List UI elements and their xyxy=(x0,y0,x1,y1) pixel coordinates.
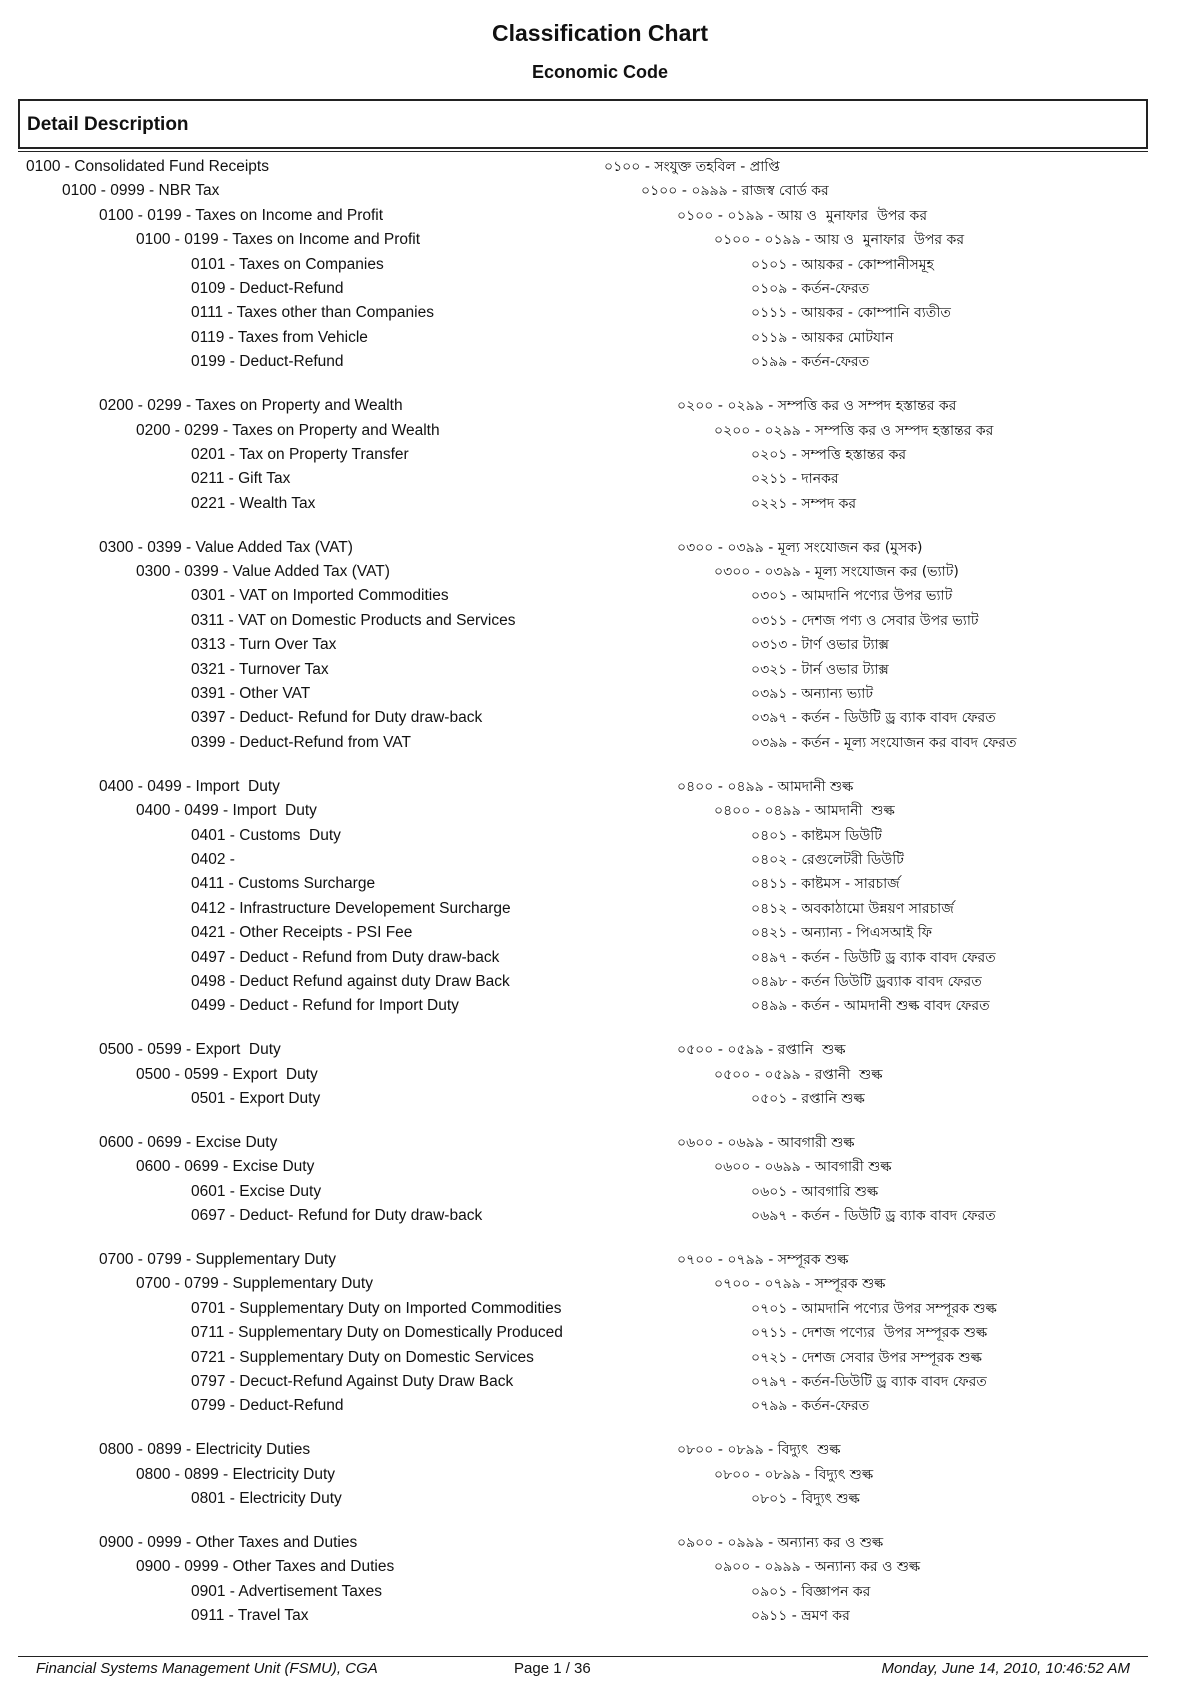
code-row-bangla: ০৯০০ - ০৯৯৯ - অন্যান্য কর ও শুল্ক xyxy=(714,1559,921,1576)
code-row-bangla: ০৭০০ - ০৭৯৯ - সম্পূরক শুল্ক xyxy=(714,1276,886,1293)
code-row-bangla: ০৩১১ - দেশজ পণ্য ও সেবার উপর ভ্যাট xyxy=(751,612,979,629)
detail-description-header xyxy=(18,99,1148,149)
code-row-bangla: ০৭০০ - ০৭৯৯ - সম্পূরক শুল্ক xyxy=(677,1252,849,1268)
code-row-english: 0500 - 0599 - Export Duty xyxy=(136,1065,318,1083)
code-row-english: 0700 - 0799 - Supplementary Duty xyxy=(136,1275,373,1293)
code-row-bangla: ০৭১১ - দেশজ পণ্যের উপর সম্পূরক শুল্ক xyxy=(751,1325,988,1342)
code-row-bangla: ০৪০২ - রেগুলেটরী ডিউটি xyxy=(751,851,904,868)
code-row-english: 0800 - 0899 - Electricity Duty xyxy=(136,1465,336,1483)
code-row-bangla: ০৯০১ - বিজ্ঞাপন কর xyxy=(751,1583,871,1600)
code-row-bangla: ০৮০০ - ০৮৯৯ - বিদ্যুৎ শুল্ক xyxy=(677,1442,841,1459)
code-row-english: 0200 - 0299 - Taxes on Property and Wealth xyxy=(99,397,403,415)
code-row-bangla: ০১১১ - আয়কর - কোম্পানি ব্যতীত xyxy=(751,305,951,322)
code-row-bangla: ০৩৯৭ - কর্তন - ডিউটি ড্র ব্যাক বাবদ ফেরত xyxy=(751,710,996,727)
code-row-english: 0801 - Electricity Duty xyxy=(191,1490,342,1508)
code-row-english: 0101 - Taxes on Companies xyxy=(191,255,384,273)
code-row-bangla: ০৩২১ - টার্ন ওভার ট্যাক্স xyxy=(751,661,889,678)
code-row-english: 0200 - 0299 - Taxes on Property and Wealth xyxy=(136,421,440,439)
code-row-bangla: ০২১১ - দানকর xyxy=(751,471,839,488)
code-row-english: 0401 - Customs Duty xyxy=(191,826,341,844)
code-row-english: 0412 - Infrastructure Developement Surcharge xyxy=(191,899,511,917)
code-row-bangla: ০৪০১ - কাষ্টমস ডিউটি xyxy=(751,827,882,844)
code-row-english: 0411 - Customs Surcharge xyxy=(191,875,376,893)
code-row-bangla: ০১০০ - ০১৯৯ - আয় ও মুনাফার উপর কর xyxy=(714,232,965,249)
code-row-english: 0421 - Other Receipts - PSI Fee xyxy=(191,924,413,942)
code-row-english: 0797 - Decuct-Refund Against Duty Draw Back xyxy=(191,1373,514,1390)
code-row-bangla: ০৭২১ - দেশজ সেবার উপর সম্পূরক শুল্ক xyxy=(751,1349,982,1366)
code-row-bangla: ০১০১ - আয়কর - কোম্পানীসমূহ xyxy=(751,256,934,273)
code-row-bangla: ০৪১১ - কাষ্টমস - সারচার্জ xyxy=(751,876,900,893)
code-row-bangla: ০১১৯ - আয়কর মোটযান xyxy=(751,329,894,346)
code-row-english: 0721 - Supplementary Duty on Domestic Services xyxy=(191,1348,534,1366)
code-row-bangla: ০৭৯৭ - কর্তন-ডিউটি ড্র ব্যাক বাবদ ফেরত xyxy=(751,1374,987,1390)
code-row-bangla: ০২০১ - সম্পত্তি হস্তান্তর কর xyxy=(751,446,907,463)
code-row-english: 0199 - Deduct-Refund xyxy=(191,353,344,371)
code-row-bangla: ০৫০১ - রপ্তানি শুল্ক xyxy=(751,1091,865,1107)
code-row-english: 0601 - Excise Duty xyxy=(191,1182,322,1200)
code-row-english: 0109 - Deduct-Refund xyxy=(191,280,344,297)
code-row-bangla: ০৫০০ - ০৫৯৯ - রপ্তানী শুল্ক xyxy=(714,1066,883,1083)
code-row-english: 0600 - 0699 - Excise Duty xyxy=(136,1158,315,1176)
code-row-english: 0402 - xyxy=(191,850,235,868)
code-row-bangla: ০২০০ - ০২৯৯ - সম্পত্তি কর ও সম্পদ হস্তান্তর কর xyxy=(677,398,957,415)
code-row-bangla: ০৯১১ - ভ্রমণ কর xyxy=(751,1608,850,1625)
footer-page-number: Page 1 / 36 xyxy=(514,1660,591,1677)
code-row-bangla: ০৪৯৭ - কর্তন - ডিউটি ড্র ব্যাক বাবদ ফেরত xyxy=(751,949,996,966)
code-row-english: 0900 - 0999 - Other Taxes and Duties xyxy=(136,1558,395,1576)
code-row-english: 0100 - 0199 - Taxes on Income and Profit xyxy=(99,206,384,224)
code-row-bangla: ০৩০০ - ০৩৯৯ - মূল্য সংযোজন কর (মুসক) xyxy=(677,539,923,556)
code-row-english: 0313 - Turn Over Tax xyxy=(191,636,337,654)
code-row-english: 0911 - Travel Tax xyxy=(191,1607,309,1625)
code-row-english: 0300 - 0399 - Value Added Tax (VAT) xyxy=(99,538,353,556)
code-row-english: 0498 - Deduct Refund against duty Draw Back xyxy=(191,972,510,990)
code-row-bangla: ০৪০০ - ০৪৯৯ - আমদানী শুল্ক xyxy=(714,803,895,820)
code-row-english: 0400 - 0499 - Import Duty xyxy=(99,777,280,795)
code-row-english: 0800 - 0899 - Electricity Duties xyxy=(99,1441,311,1459)
code-row-english: 0100 - 0199 - Taxes on Income and Profit xyxy=(136,231,421,249)
page-subtitle: Economic Code xyxy=(531,62,669,82)
code-row-bangla: ০১০০ - ০৯৯৯ - রাজস্ব বোর্ড কর xyxy=(641,183,829,200)
code-row-english: 0391 - Other VAT xyxy=(191,685,311,702)
code-row-bangla: ০৩০১ - আমদানি পণ্যের উপর ভ্যাট xyxy=(751,588,953,605)
code-row-english: 0221 - Wealth Tax xyxy=(191,494,316,512)
code-row-english: 0600 - 0699 - Excise Duty xyxy=(99,1133,278,1151)
code-row-english: 0497 - Deduct - Refund from Duty draw-back xyxy=(191,948,500,966)
code-row-bangla: ০৮০১ - বিদ্যুৎ শুল্ক xyxy=(751,1491,860,1508)
code-row-english: 0397 - Deduct- Refund for Duty draw-back xyxy=(191,709,483,727)
code-row-english: 0301 - VAT on Imported Commodities xyxy=(191,587,449,605)
code-row-bangla: ০৬০০ - ০৬৯৯ - আবগারী শুল্ক xyxy=(677,1134,855,1151)
code-row-english: 0500 - 0599 - Export Duty xyxy=(99,1041,281,1059)
code-row-bangla: ০৪৯৯ - কর্তন - আমদানী শুল্ক বাবদ ফেরত xyxy=(751,998,990,1015)
code-row-english: 0100 - 0999 - NBR Tax xyxy=(62,182,220,200)
code-row-bangla: ০৪৯৮ - কর্তন ডিউটি ড্রব্যাক বাবদ ফেরত xyxy=(751,973,982,990)
code-row-bangla: ০৫০০ - ০৫৯৯ - রপ্তানি শুল্ক xyxy=(677,1042,846,1059)
footer-organization: Financial Systems Management Unit (FSMU), CGA xyxy=(36,1660,378,1677)
code-row-bangla: ০৩৯৯ - কর্তন - মূল্য সংযোজন কর বাবদ ফেরত xyxy=(751,734,1017,751)
code-row-english: 0501 - Export Duty xyxy=(191,1090,321,1107)
code-row-bangla: ০৭৯৯ - কর্তন-ফেরত xyxy=(751,1398,870,1415)
code-row-english: 0701 - Supplementary Duty on Imported Commodities xyxy=(191,1299,562,1317)
code-row-bangla: ০৭০১ - আমদানি পণ্যের উপর সম্পূরক শুল্ক xyxy=(751,1300,997,1317)
code-row-bangla: ০৪০০ - ০৪৯৯ - আমদানী শুল্ক xyxy=(677,778,854,795)
page-title: Classification Chart xyxy=(492,20,708,46)
code-row-english: 0799 - Deduct-Refund xyxy=(191,1397,344,1415)
code-row-bangla: ০৩৯১ - অন্যান্য ভ্যাট xyxy=(751,686,873,702)
code-row-english: 0311 - VAT on Domestic Products and Services xyxy=(191,611,516,629)
code-row-english: 0700 - 0799 - Supplementary Duty xyxy=(99,1251,336,1268)
code-row-english: 0711 - Supplementary Duty on Domestically Produced xyxy=(191,1324,563,1342)
code-row-english: 0119 - Taxes from Vehicle xyxy=(191,328,368,346)
code-row-bangla: ০৬৯৭ - কর্তন - ডিউটি ড্র ব্যাক বাবদ ফেরত xyxy=(751,1208,996,1225)
code-row-bangla: ০১০০ - ০১৯৯ - আয় ও মুনাফার উপর কর xyxy=(677,207,928,224)
code-row-english: 0211 - Gift Tax xyxy=(191,470,291,488)
code-row-bangla: ০৬০০ - ০৬৯৯ - আবগারী শুল্ক xyxy=(714,1159,892,1176)
code-row-bangla: ০৮০০ - ০৮৯৯ - বিদ্যুৎ শুল্ক xyxy=(714,1466,874,1483)
code-row-bangla: ০৬০১ - আবগারি শুল্ক xyxy=(751,1183,879,1200)
code-row-bangla: ০৩০০ - ০৩৯৯ - মূল্য সংযোজন কর (ভ্যাট) xyxy=(714,564,959,580)
code-row-english: 0321 - Turnover Tax xyxy=(191,660,329,678)
code-row-english: 0697 - Deduct- Refund for Duty draw-back xyxy=(191,1207,483,1225)
code-row-bangla: ০১০০ - সংযুক্ত তহবিল - প্রাপ্তি xyxy=(604,159,780,175)
code-row-bangla: ০৪১২ - অবকাঠামো উন্নয়ণ সারচার্জ xyxy=(751,900,954,917)
code-row-english: 0399 - Deduct-Refund from VAT xyxy=(191,733,411,751)
code-row-bangla: ০১৯৯ - কর্তন-ফেরত xyxy=(751,354,870,371)
code-row-english: 0300 - 0399 - Value Added Tax (VAT) xyxy=(136,563,390,580)
detail-description-label: Detail Description xyxy=(27,114,189,135)
code-row-english: 0900 - 0999 - Other Taxes and Duties xyxy=(99,1534,358,1551)
code-row-bangla: ০৯০০ - ০৯৯৯ - অন্যান্য কর ও শুল্ক xyxy=(677,1535,884,1551)
code-row-english: 0901 - Advertisement Taxes xyxy=(191,1582,382,1600)
code-row-bangla: ০২০০ - ০২৯৯ - সম্পত্তি কর ও সম্পদ হস্তান্তর কর xyxy=(714,422,994,439)
code-row-english: 0111 - Taxes other than Companies xyxy=(191,304,434,322)
code-row-bangla: ০২২১ - সম্পদ কর xyxy=(751,495,857,512)
code-row-bangla: ০৪২১ - অন্যান্য - পিএসআই ফি xyxy=(751,925,933,942)
code-row-bangla: ০১০৯ - কর্তন-ফেরত xyxy=(751,281,870,297)
code-row-english: 0400 - 0499 - Import Duty xyxy=(136,802,317,820)
code-row-english: 0201 - Tax on Property Transfer xyxy=(191,445,409,463)
code-row-english: 0499 - Deduct - Refund for Import Duty xyxy=(191,997,459,1015)
footer-divider xyxy=(18,1656,1148,1657)
footer-timestamp: Monday, June 14, 2010, 10:46:52 AM xyxy=(881,1660,1130,1677)
code-row-english: 0100 - Consolidated Fund Receipts xyxy=(26,158,269,175)
code-row-bangla: ০৩১৩ - টার্ণ ওভার ট্যাক্স xyxy=(751,637,889,654)
